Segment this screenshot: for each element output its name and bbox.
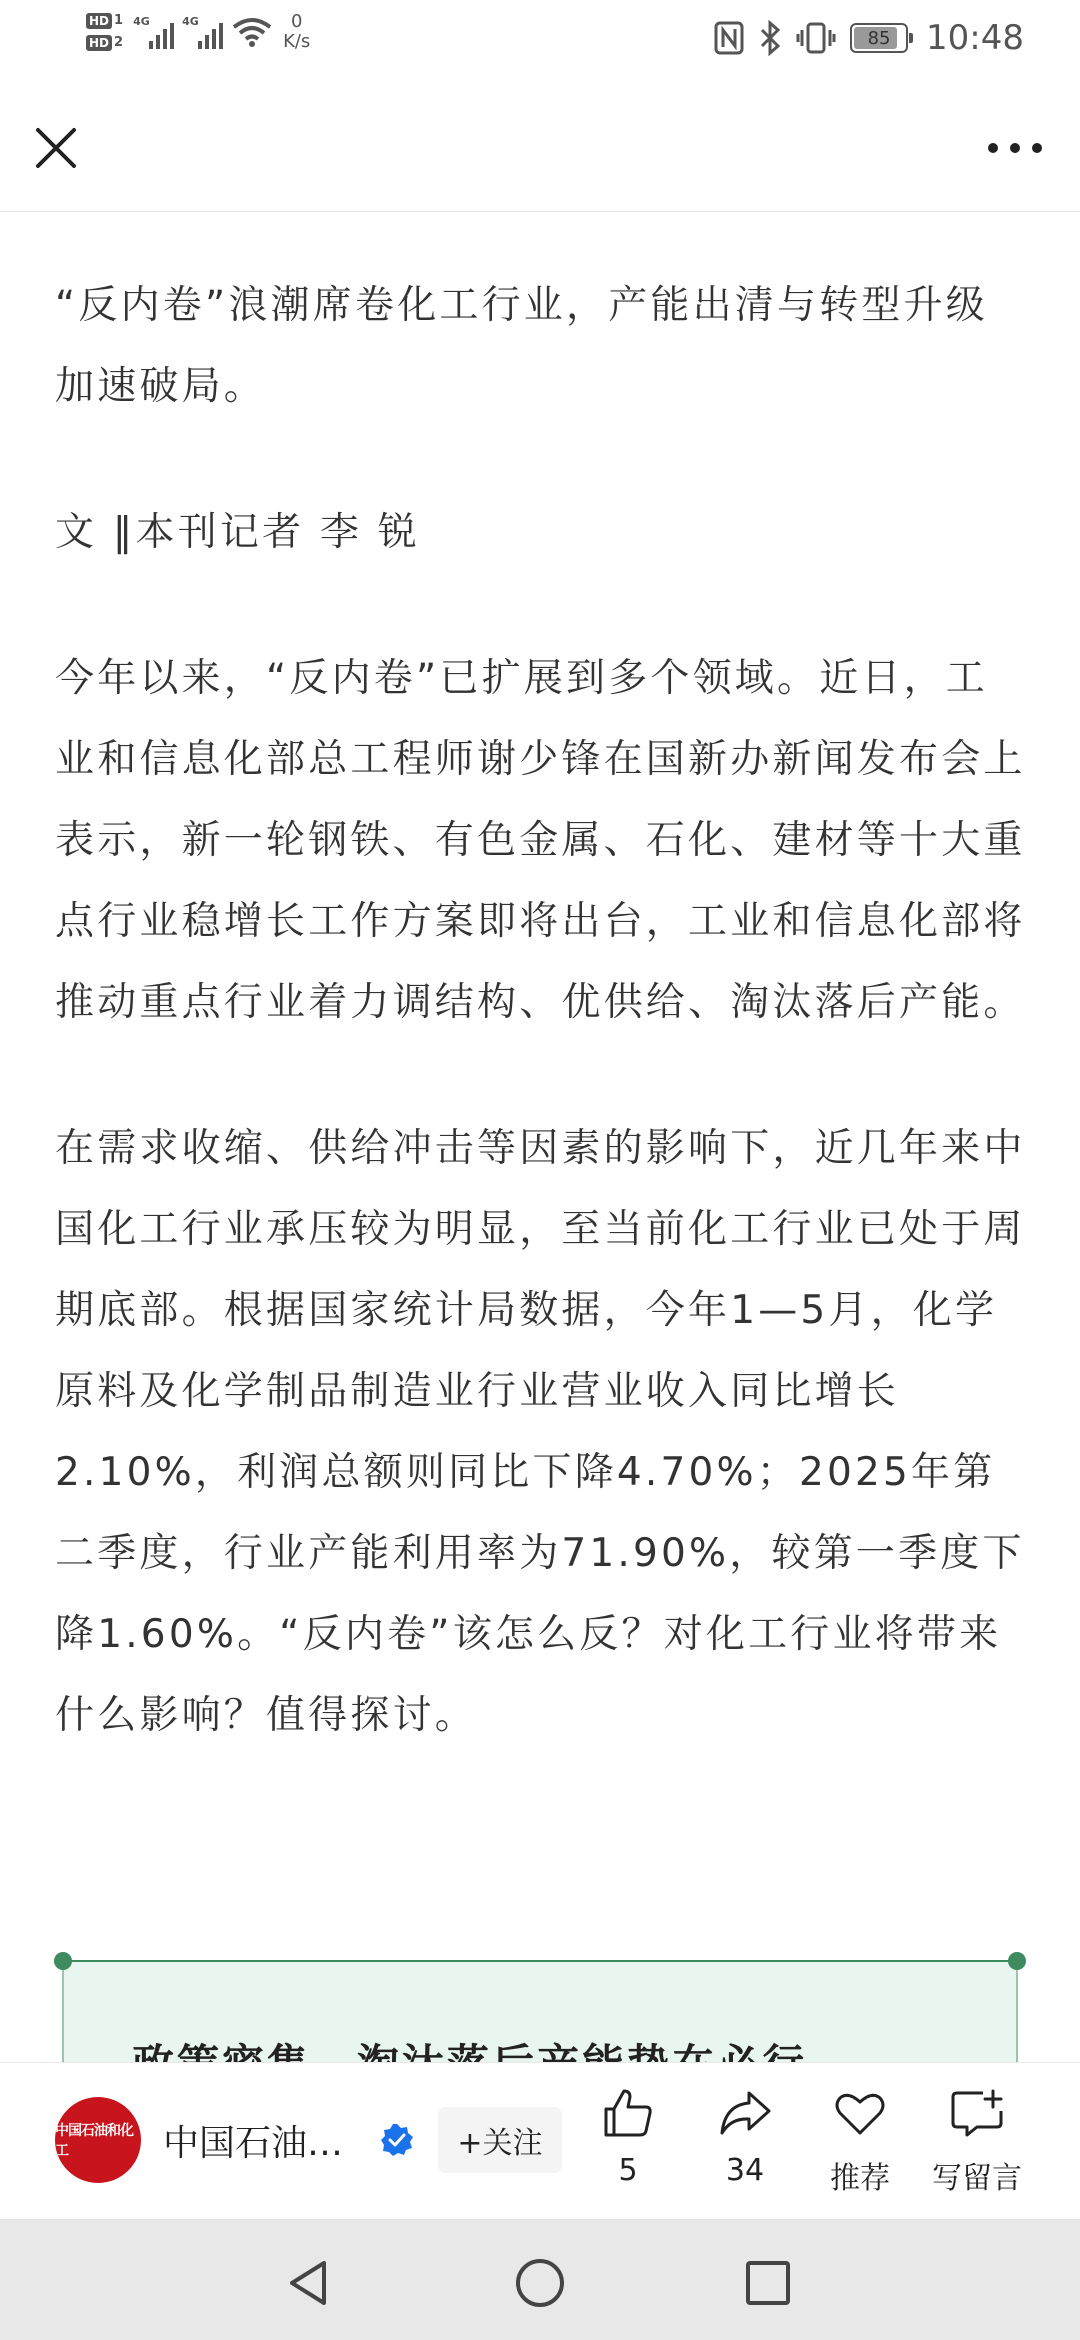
avatar-logo-text: 中国石油和化工 xyxy=(55,2123,133,2159)
wifi-icon xyxy=(231,15,273,49)
article-byline: 文 ‖本刊记者 李 锐 xyxy=(55,510,420,555)
thumbs-up-icon xyxy=(600,2085,656,2141)
bottom-action-bar xyxy=(0,2062,1080,2219)
speed-unit: K/s xyxy=(283,31,311,52)
network-type: 4G xyxy=(182,15,199,28)
sim1-indicator xyxy=(86,13,123,29)
back-triangle-icon xyxy=(280,2253,340,2313)
recents-square-icon xyxy=(738,2253,798,2313)
hd-badge: HD xyxy=(86,13,112,29)
recommend-button[interactable] xyxy=(805,2085,915,2197)
status-right xyxy=(714,18,1024,58)
account-avatar[interactable] xyxy=(55,2097,141,2183)
nav-recents-button[interactable] xyxy=(738,2253,798,2313)
like-button[interactable] xyxy=(573,2085,683,2188)
heart-icon xyxy=(832,2085,888,2141)
account-name[interactable]: 中国石油… xyxy=(163,2123,344,2164)
sim-indicators xyxy=(86,13,123,51)
status-left xyxy=(86,12,310,52)
decor-dot xyxy=(54,1952,72,1970)
share-arrow-icon xyxy=(717,2085,773,2141)
sim-number: 2 xyxy=(114,35,124,50)
write-comment-button[interactable] xyxy=(922,2085,1032,2197)
clock: 10:48 xyxy=(926,18,1024,58)
nav-home-button[interactable] xyxy=(510,2253,570,2313)
nfc-icon xyxy=(714,21,744,55)
article-body xyxy=(55,265,1030,1756)
follow-button[interactable]: +关注 xyxy=(438,2107,562,2173)
article-lead: “反内卷”浪潮席卷化工行业，产能出清与转型升级加速破局。 xyxy=(55,283,989,409)
speed-value: 0 xyxy=(290,11,303,32)
vibrate-icon xyxy=(796,21,836,55)
more-options-button[interactable] xyxy=(980,120,1050,176)
share-button[interactable] xyxy=(690,2085,800,2188)
article-paragraph: 在需求收缩、供给冲击等因素的影响下，近几年来中国化工行业承压较为明显，至当前化工行业已处于周期底部。根据国家统计局数据，今年1—5月，化学原料及化学制品制造业行业营业收入同比增长2.10%，利润总额则同比下降4.70%；2025年第二季度，行业产能利用率为71.90%，较第一季度下降1.60%。“反内卷”该怎么反？对化工行业将带来什么影响？值得探讨。 xyxy=(55,1126,1026,1738)
sim-number: 1 xyxy=(114,13,124,28)
battery-level: 85 xyxy=(867,27,891,49)
home-circle-icon xyxy=(510,2253,570,2313)
recommend-label: 推荐 xyxy=(830,2161,890,2196)
system-nav-bar xyxy=(0,2219,1080,2340)
network-type: 4G xyxy=(133,15,150,28)
like-count: 5 xyxy=(618,2153,638,2188)
more-horizontal-icon xyxy=(980,120,1050,176)
share-count: 34 xyxy=(725,2153,765,2188)
decor-dot xyxy=(1008,1952,1026,1970)
comment-add-icon xyxy=(949,2085,1005,2141)
sim2-indicator xyxy=(86,35,123,51)
write-comment-label: 写留言 xyxy=(932,2161,1022,2196)
signal-icon xyxy=(133,15,174,49)
app-header xyxy=(0,82,1080,212)
network-speed xyxy=(283,12,310,52)
nav-back-button[interactable] xyxy=(280,2253,340,2313)
signal-icon xyxy=(182,15,223,49)
status-bar xyxy=(0,0,1080,82)
close-icon xyxy=(28,120,84,176)
close-button[interactable] xyxy=(28,120,84,176)
verified-badge-icon xyxy=(380,2123,414,2157)
hd-badge: HD xyxy=(86,35,112,51)
bluetooth-icon xyxy=(758,20,782,56)
battery-icon xyxy=(850,23,908,53)
article-paragraph: 今年以来，“反内卷”已扩展到多个领域。近日，工业和信息化部总工程师谢少锋在国新办新闻发布会上表示，新一轮钢铁、有色金属、石化、建材等十大重点行业稳增长工作方案即将出台，工业和信息化部将推动重点行业着力调结构、优供给、淘汰落后产能。 xyxy=(55,656,1026,1025)
